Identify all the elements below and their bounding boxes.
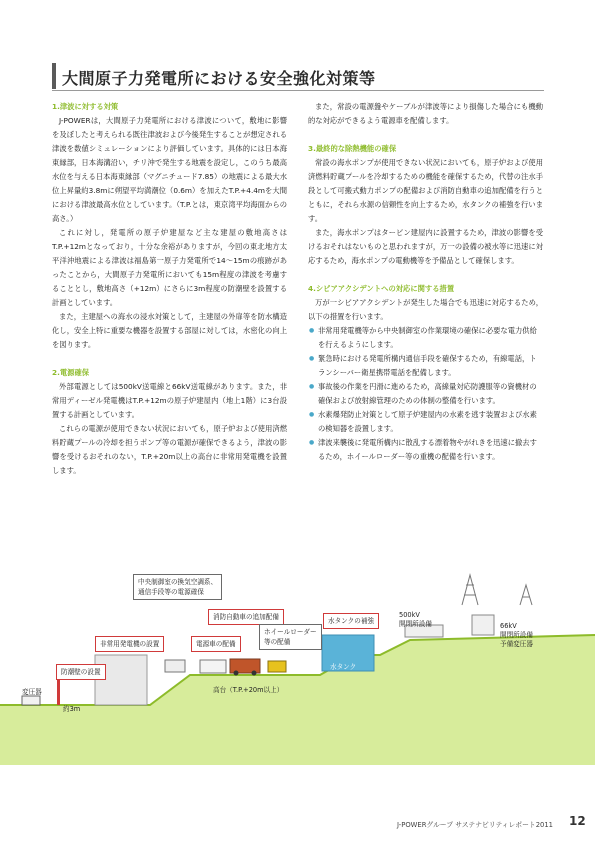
list-item: ● 津波来襲後に発電所構内に散乱する漂着物やがれきを迅速に撤去するため，ホイールローダー等の重機の配備を行います。 <box>308 436 543 464</box>
section-3-paragraph-1: 常設の海水ポンプが使用できない状況においても，原子炉および使用済燃料貯蔵プールを冷却するための機能を確保するため，代替の注水手段として可搬式動力ポンプの配備および消防自動車の追加配備を行うとともに，それら水源の信頼性を向上するため，水タンクの補強を行います。 <box>308 158 543 223</box>
label-switchyard-66kv <box>500 622 533 649</box>
label-line: 等の配備 <box>264 638 291 646</box>
label-highland: 高台（T.P.+20m以上） <box>213 686 284 694</box>
wheel <box>252 671 257 676</box>
transmission-tower-icon <box>462 575 478 605</box>
list-item: ● 緊急時における発電所構内通信手段を確保するため，有線電話，トランシーバー衛星携帯電話を配備します。 <box>308 352 543 380</box>
label-line: 66kV <box>500 622 517 630</box>
label-line: 開閉所設備 <box>500 631 533 639</box>
label-line: 開閉所設備 <box>399 620 432 628</box>
section-1-paragraph-1: J-POWERは，大間原子力発電所における津波について，敷地に影響を及ぼしたと考えられる既往津波および今後発生することが想定される津波を数値シミュレーションにより評価しています。具体的には日本海東縁部，日本海溝沿い，チリ沖で発生する地震を設定し，このうち最高水位を与える日本海東縁部（マグニチュード7.85）の地震による最大水位上昇量約3.8mに朔望平均満潮位（0.6m）を加えたT.P.+4.4mを大間における津波最高水位としています。（T.P.とは，東京湾平均海面からの高さ。） <box>52 116 287 223</box>
label-water-tank-reinforce: 水タンクの補強 <box>323 613 379 629</box>
reactor-building <box>95 655 147 705</box>
footer-report-title: J-POWERグループ サステナビリティレポート2011 <box>397 821 553 829</box>
transformer-icon <box>22 696 40 705</box>
generator-unit <box>165 660 185 672</box>
fire-truck <box>230 659 260 673</box>
label-fire-truck: 消防自動車の追加配備 <box>208 609 284 625</box>
label-seawall: 防潮壁の設置 <box>56 664 106 680</box>
list-item: ● 水素爆発防止対策として原子炉建屋内の水素を逃す装置および水素の検知器を設置します。 <box>308 408 543 436</box>
label-line: 中央制御室の換気空調系、 <box>138 578 218 586</box>
wheel-loader <box>268 661 286 672</box>
label-line: 500kV <box>399 611 420 619</box>
section-1-paragraph-3: また，主建屋への海水の浸水対策として，主建屋の外扉等を防水構造化し，安全上特に重要な機器を設置する部屋に対しては，水密化の向上を図ります。 <box>52 312 287 349</box>
page-number: 12 <box>569 814 586 828</box>
section-3-heading: 3.最終的な除熱機能の確保 <box>308 144 397 153</box>
page-title: 大間原子力発電所における安全強化対策等 <box>62 69 376 88</box>
seawall <box>57 678 60 705</box>
water-tank-label: 水タンク <box>330 663 357 671</box>
right-column <box>308 100 543 464</box>
section-3-paragraph-2: また，海水ポンプはタービン建屋内に設置するため，津波の影響を受けるおそれはないものと思われますが，万一の設備の被水等に迅速に対応するため，海水ポンプの電動機等を予備品として確保します。 <box>308 228 543 265</box>
label-transformer: 変圧器 <box>22 688 42 696</box>
title-underline <box>52 90 544 91</box>
measures-list <box>308 324 543 464</box>
section-4-heading: 4.シビアアクシデントへの対応に関する措置 <box>308 284 455 293</box>
label-height-3m: 約3m <box>63 705 81 713</box>
section-1-paragraph-2: これに対し，発電所の原子炉建屋など主な建屋の敷地高さはT.P.+12mとなっており，十分な余裕がありますが，今回の東北地方太平洋沖地震による津波は福島第一原子力発電所で14～15mの痕跡があったことから，大間原子力発電所においても15m程度の津波を考慮することとし，敷地高さ（+12m）にさらに3m程度の防潮壁を設置する計画としています。 <box>52 228 287 307</box>
switchyard-66kv <box>472 615 494 635</box>
label-wheel-loader <box>259 624 322 650</box>
list-item: ● 非常用発電機等から中央制御室の作業環境の確保に必要な電力供給を行えるようにします。 <box>308 324 543 352</box>
ground-area <box>0 635 595 765</box>
section-4-paragraph-1: 万が一シビアアクシデントが発生した場合でも迅速に対応するため，以下の措置を行います。 <box>308 298 543 321</box>
label-switchyard-500kv <box>399 611 432 629</box>
section-1-heading: 1.津波に対する対策 <box>52 102 119 111</box>
wheel <box>234 671 239 676</box>
label-line: ホイールローダー <box>264 628 317 636</box>
label-line: 予備変圧器 <box>500 640 533 648</box>
label-line: 通信手段等の電源確保 <box>138 588 204 596</box>
transmission-tower-icon <box>520 585 532 605</box>
label-emergency-generator: 非常用発電機の設置 <box>95 636 164 652</box>
section-2-heading: 2.電源確保 <box>52 368 90 377</box>
list-item: ● 事故後の作業を円滑に進めるため，高線量対応防護服等の資機材の確保および放射線管理のための体制の整備を行います。 <box>308 380 543 408</box>
label-power-truck: 電源車の配備 <box>191 636 241 652</box>
section-2-paragraph-3: また，常設の電源盤やケーブルが津波等により損傷した場合にも機動的な対応ができるよう電源車を配備します。 <box>308 102 543 125</box>
label-control-room <box>133 574 222 600</box>
section-2-paragraph-2: これらの電源が使用できない状況においても，原子炉および使用済燃料貯蔵プールの冷却を担うポンプ等の電源が確保できるよう，津波の影響を受けるおそれのない，T.P.+20m以上の高台に非常用発電機を設置します。 <box>52 424 287 475</box>
power-truck <box>200 660 226 673</box>
left-column <box>52 100 287 478</box>
section-2-paragraph-1: 外部電源としては500kV送電線と66kV送電線があります。また，非常用ディーゼル発電機はT.P.+12mの原子炉建屋内（地上1階）に3台設置する計画としています。 <box>52 382 287 419</box>
